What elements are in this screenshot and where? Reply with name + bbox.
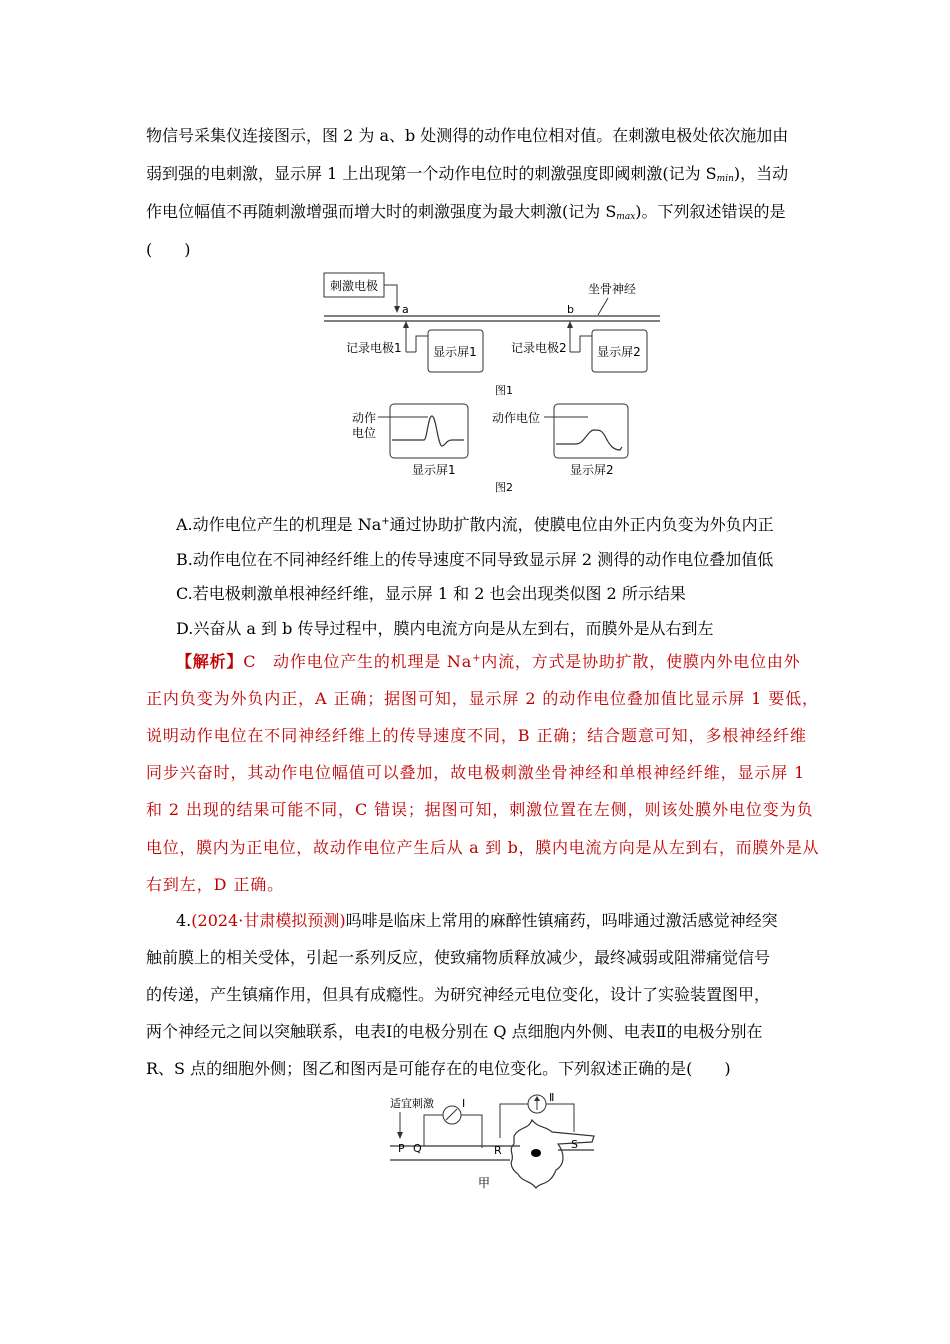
option-b: B.动作电位在不同神经纤维上的传导速度不同导致显示屏 2 测得的动作电位叠加值低	[176, 550, 774, 569]
figure-jia-caption: 甲	[477, 1176, 491, 1190]
stimulus-label: 适宜刺激	[390, 1097, 434, 1110]
option-a: A.动作电位产生的机理是 Na+通过协助扩散内流，使膜电位由外正内负变为外负内正	[176, 515, 774, 534]
q4-line-4: 两个神经元之间以突触联系，电表Ⅰ的电极分别在 Q 点细胞内外侧、电表Ⅱ的电极分别在	[146, 1022, 763, 1041]
q3-answer-blank: ( )	[146, 240, 191, 259]
ap-label-left-2: 电位	[352, 426, 377, 440]
fig2-screen1-label: 显示屏1	[412, 463, 456, 477]
figure-jia	[386, 1090, 606, 1195]
q4-line-1: 4.(2024·甘肃模拟预测)吗啡是临床上常用的麻醉性镇痛药，吗啡通过激活感觉神经突	[176, 911, 778, 930]
screen1-label: 显示屏1	[433, 345, 477, 359]
analysis-line-5: 和 2 出现的结果可能不同，C 错误；据图可知，刺激位置在左侧，则该处膜外电位变为负	[146, 800, 814, 819]
option-c: C.若电极刺激单根神经纤维，显示屏 1 和 2 也会出现类似图 2 所示结果	[176, 584, 686, 603]
screen1-waveform	[392, 416, 464, 446]
option-d: D.兴奋从 a 到 b 传导过程中，膜内电流方向是从左到右，而膜外是从右到左	[176, 619, 714, 638]
point-b-label: b	[567, 303, 574, 316]
point-p-label: P	[398, 1142, 405, 1155]
fig2-screen2-label: 显示屏2	[570, 463, 614, 477]
nerve-label: 坐骨神经	[588, 282, 637, 296]
ap-label-right: 动作电位	[492, 411, 541, 425]
ap-label-left-1: 动作	[352, 411, 377, 425]
figure-1	[318, 268, 668, 403]
q4-line-3: 的传递，产生镇痛作用，但具有成瘾性。为研究神经元电位变化，设计了实验装置图甲，	[146, 985, 771, 1004]
point-a-label: a	[402, 303, 409, 316]
q4-line-2: 触前膜上的相关受体，引起一系列反应，使致痛物质释放减少，最终减弱或阻滞痛觉信号	[146, 948, 771, 967]
analysis-line-7: 右到左，D 正确。	[146, 875, 285, 894]
q4-source: (2024·甘肃模拟预测)	[191, 911, 346, 930]
figure-2	[348, 400, 638, 495]
point-r-label: R	[494, 1144, 502, 1157]
stim-electrode-label: 刺激电极	[329, 279, 379, 293]
meter-2-label: Ⅱ	[549, 1091, 555, 1104]
point-q-label: Q	[413, 1142, 422, 1155]
analysis-line-1: 【解析】C 动作电位产生的机理是 Na+内流，方式是协助扩散，使膜内外电位由外	[176, 652, 801, 671]
meter-1-label: Ⅰ	[462, 1097, 466, 1110]
point-s-label: S	[571, 1138, 578, 1151]
figure-1-caption: 图1	[495, 384, 513, 397]
figure-2-caption: 图2	[495, 481, 513, 494]
analysis-tag: 【解析】	[176, 652, 244, 671]
q4-number: 4.	[176, 911, 192, 930]
q3-stem-line-2: 弱到强的电刺激，显示屏 1 上出现第一个动作电位时的刺激强度即阈刺激(记为 $S_{min}$)，当动	[146, 164, 789, 184]
q3-stem-line-3: 作电位幅值不再随刺激增强而增大时的刺激强度为最大刺激(记为 $S_{max}$)。下列叙述错误的是	[146, 202, 786, 222]
q3-stem-line-1: 物信号采集仪连接图示，图 2 为 a、b 处测得的动作电位相对值。在刺激电极处依次施加由	[146, 126, 789, 145]
neuron-2-body	[511, 1120, 594, 1188]
q4-line-5: R、S 点的细胞外侧；图乙和图丙是可能存在的电位变化。下列叙述正确的是( )	[146, 1059, 731, 1078]
analysis-line-4: 同步兴奋时，其动作电位幅值可以叠加，故电极刺激坐骨神经和单根神经纤维，显示屏 1	[146, 763, 806, 782]
screen2-label: 显示屏2	[597, 345, 641, 359]
screen2-waveform	[556, 430, 622, 450]
rec1-label: 记录电极1	[346, 341, 402, 355]
analysis-line-6: 电位，膜内为正电位，故动作电位产生后从 a 到 b，膜内电流方向是从左到右，而膜外是从	[146, 838, 820, 857]
analysis-line-2: 正内负变为外负内正，A 正确；据图可知，显示屏 2 的动作电位叠加值比显示屏 1 要低，	[146, 689, 819, 708]
rec2-label: 记录电极2	[511, 341, 567, 355]
nucleus	[531, 1149, 541, 1157]
analysis-line-3: 说明动作电位在不同神经纤维上的传导速度不同，B 正确；结合题意可知，多根神经纤维	[146, 726, 807, 745]
meter-1	[443, 1106, 461, 1124]
